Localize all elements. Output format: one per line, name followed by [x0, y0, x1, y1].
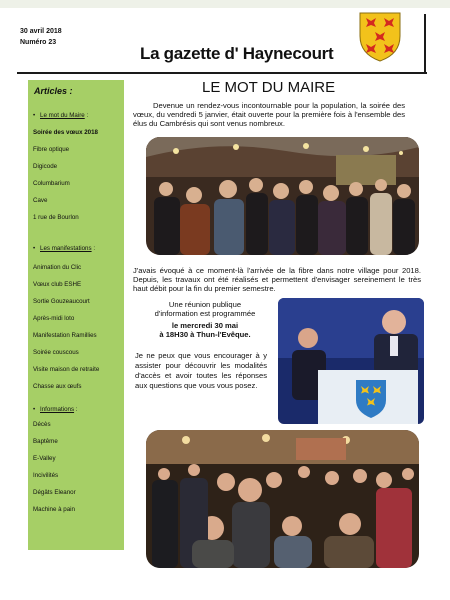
- sidebar-item-event[interactable]: Après-midi loto: [33, 315, 75, 322]
- sidebar-item-event[interactable]: Visite maison de retraite: [33, 366, 100, 373]
- sidebar-item-event[interactable]: Soirée couscous: [33, 349, 79, 356]
- meeting-place: à 18H30 à Thun-l'Evêque.: [159, 330, 251, 340]
- meeting-date: le mercredi 30 mai: [171, 320, 239, 330]
- meeting-notice: [135, 300, 275, 340]
- meeting-notice-line: Une réunion publique: [168, 300, 242, 309]
- article-paragraph: Je ne peux que vous encourager à y assister pour découvrir les modalités d'accès et avoir toutes les réponses aux questions que vous vous posez.: [135, 351, 267, 390]
- sidebar-heading: Articles :: [34, 86, 73, 96]
- coat-of-arms-icon: [359, 12, 401, 62]
- header-rule-vertical: [424, 14, 426, 74]
- gazette-title: La gazette d' Haynecourt: [140, 44, 334, 63]
- sidebar-item-info[interactable]: E-Valley: [33, 455, 56, 462]
- sidebar-item-info[interactable]: Décès: [33, 421, 51, 428]
- crowd-photo: [146, 430, 419, 568]
- sidebar-item-event[interactable]: Animation du Clic: [33, 264, 82, 271]
- sidebar-item-article[interactable]: Soirée des vœux 2018: [33, 129, 99, 136]
- article-paragraph: Devenue un rendez-vous incontournable pour la population, la soirée des vœux, du vendredi 5 janvier, était ouverte pour la première fois à l'ensemble des élus du Cambrésis qui sont venus nombreux.: [133, 101, 405, 129]
- sidebar-section-info: • Informations :: [33, 406, 78, 413]
- issue-number: Numéro 23: [20, 39, 57, 46]
- sidebar-item-event[interactable]: Manifestation Ramillies: [33, 332, 97, 339]
- events-head-label[interactable]: Les manifestations: [40, 245, 92, 252]
- sidebar-item-event[interactable]: Chasse aux œufs: [33, 383, 82, 390]
- info-head-label[interactable]: Informations: [40, 406, 75, 413]
- issue-date: 30 avril 2018: [20, 28, 62, 35]
- sidebar: [28, 80, 124, 550]
- sidebar-item-event[interactable]: Sortie Gouzeaucourt: [33, 298, 90, 305]
- sidebar-item-info[interactable]: Machine à pain: [33, 506, 75, 513]
- info-head-suffix: :: [74, 406, 78, 413]
- meeting-notice-line: d'information est programmée: [154, 309, 256, 319]
- sidebar-item-info[interactable]: Incivilités: [33, 472, 59, 479]
- header-rule: [17, 72, 427, 74]
- article-paragraph: J'avais évoqué à ce moment-là l'arrivée de la fibre dans notre village pour 2018. Depuis, les travaux ont été réalisés et permettent d'envisager sereinement le très haut débit pour la fin du premier semestre.: [133, 266, 421, 294]
- mayor-photo: [278, 298, 424, 424]
- top-strip: [0, 0, 450, 8]
- sidebar-item-info[interactable]: Baptême: [33, 438, 58, 445]
- sidebar-item-event[interactable]: Vœux club ESHE: [33, 281, 82, 288]
- sidebar-item-article[interactable]: 1 rue de Bourlon: [33, 214, 79, 221]
- articles-head-label[interactable]: Le mot du Maire: [40, 112, 85, 119]
- sidebar-section-articles: • Le mot du Maire :: [33, 112, 89, 119]
- events-head-suffix: :: [91, 245, 96, 252]
- sidebar-item-info[interactable]: Dégâts Eleanor: [33, 489, 76, 496]
- sidebar-section-events: • Les manifestations :: [33, 245, 96, 252]
- articles-head-suffix: :: [84, 112, 89, 119]
- article-title: LE MOT DU MAIRE: [202, 79, 336, 96]
- audience-photo: [146, 137, 419, 255]
- sidebar-item-article[interactable]: Fibre optique: [33, 146, 70, 153]
- sidebar-item-article[interactable]: Cave: [33, 197, 48, 204]
- sidebar-item-article[interactable]: Digicode: [33, 163, 58, 170]
- sidebar-item-article[interactable]: Columbarium: [33, 180, 70, 187]
